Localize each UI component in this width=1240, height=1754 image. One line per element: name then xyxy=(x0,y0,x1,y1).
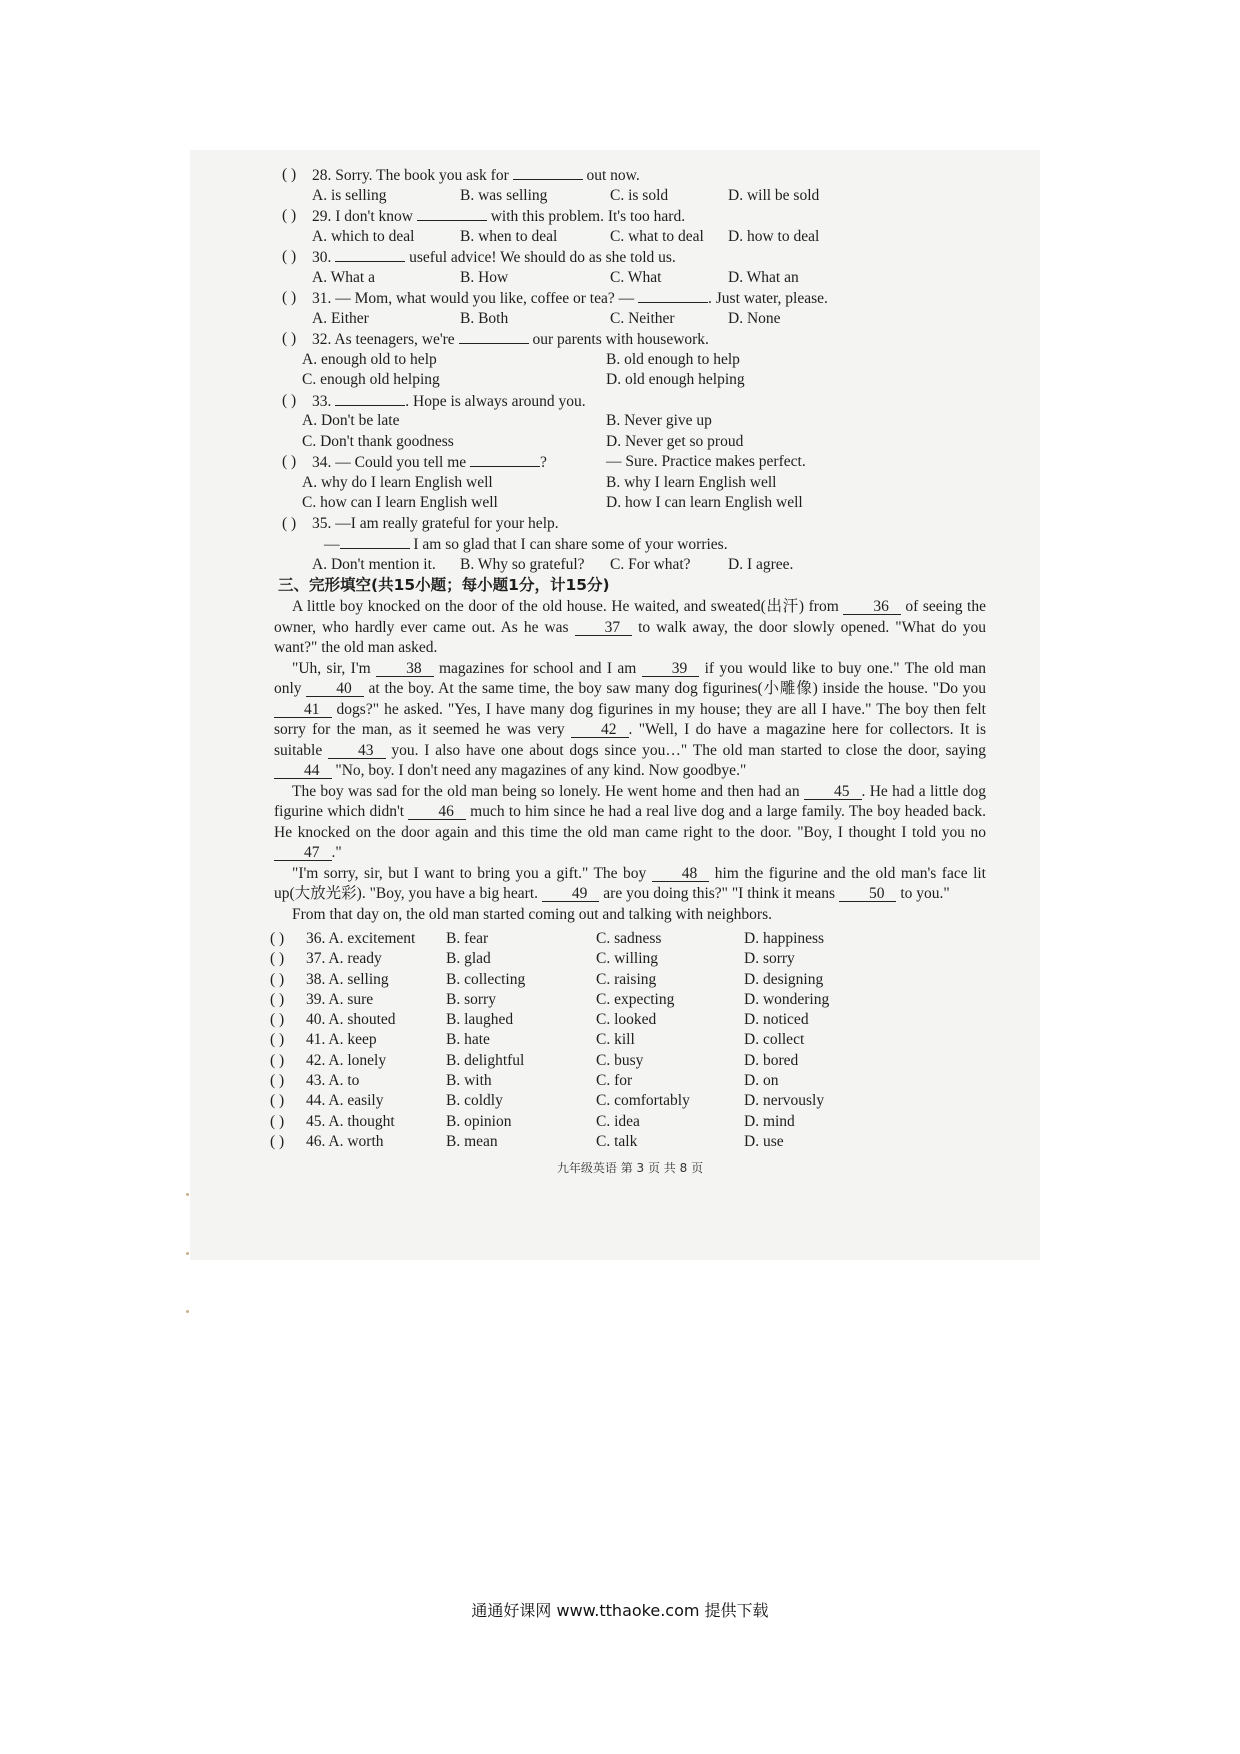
option-c: C. Neither xyxy=(610,309,675,327)
answer-blank xyxy=(513,165,583,180)
cloze-blank-43: 43 xyxy=(328,743,386,759)
answer-paren: ( ) xyxy=(270,930,285,947)
option-c: C. what to deal xyxy=(610,227,704,245)
option-b: B. sorry xyxy=(446,990,496,1008)
option-d: D. how to deal xyxy=(728,227,820,245)
answer-paren: ( ) xyxy=(282,289,297,306)
option-b: B. fear xyxy=(446,930,489,947)
passage-text: him the figurine and the old man's face lit up(大放光彩). "Boy, you have a big heart. xyxy=(274,864,986,902)
option-a: 45. A. thought xyxy=(306,1112,395,1130)
exam-page xyxy=(270,165,990,1179)
option-c: C. is sold xyxy=(610,186,669,204)
option-d: D. What an xyxy=(728,268,799,286)
option-c: C. willing xyxy=(596,950,659,968)
cloze-question-37 xyxy=(270,949,990,969)
option-c: C. Don't thank goodness xyxy=(302,432,454,450)
dash: — xyxy=(324,536,340,553)
answer-paren: ( ) xyxy=(270,1132,285,1150)
question-34 xyxy=(270,452,990,473)
page-number-footer: 九年级英语 第 3 页 共 8 页 xyxy=(556,1161,704,1176)
passage-text: . "Well, I do have a magazine here for collectors. It is suitable xyxy=(274,721,986,759)
option-d: D. noticed xyxy=(744,1011,809,1029)
passage-text: at the boy. At the same time, the boy saw many dog figurines(小雕像) inside the house. "Do you xyxy=(363,680,986,697)
question-number: 32. xyxy=(312,331,335,348)
cloze-blank-42: 42 xyxy=(571,722,629,738)
answer-paren: ( ) xyxy=(282,166,297,183)
question-number: 33. xyxy=(312,392,336,410)
passage-text: From that day on, the old man started coming out and talking with neighbors. xyxy=(292,905,772,923)
answer-blank xyxy=(470,452,540,467)
option-b: B. Never give up xyxy=(606,412,712,429)
question-number: 30. xyxy=(312,249,336,266)
answer-paren: ( ) xyxy=(270,1031,285,1049)
cloze-question-42 xyxy=(270,1051,990,1071)
option-d: D. old enough helping xyxy=(606,371,745,388)
option-c: C. idea xyxy=(596,1112,640,1130)
option-b: B. mean xyxy=(446,1132,498,1150)
cloze-blank-36: 36 xyxy=(843,599,901,615)
passage-text: much to him since he had a real live dog and a large family. The boy headed back. He knocked on the door again and this time the old man came right to the door. "Boy, I thought I told you no xyxy=(274,803,986,841)
option-b: B. old enough to help xyxy=(606,350,740,368)
passage-text: "Uh, sir, I'm xyxy=(292,659,377,677)
options-row xyxy=(270,227,990,248)
multiple-choice-block xyxy=(270,165,990,575)
option-a: 44. A. easily xyxy=(306,1092,384,1110)
cloze-question-43 xyxy=(270,1071,990,1091)
cloze-options-block xyxy=(270,929,990,1152)
passage-text: A little boy knocked on the door of the old house. He waited, and sweated(出汗) from xyxy=(292,598,844,615)
option-c: C. talk xyxy=(596,1132,638,1150)
answer-paren: ( ) xyxy=(282,514,297,532)
answer-paren: ( ) xyxy=(282,248,297,265)
cloze-blank-37: 37 xyxy=(575,620,633,636)
option-a: A. which to deal xyxy=(312,227,415,245)
answer-paren: ( ) xyxy=(270,990,285,1008)
cloze-blank-48: 48 xyxy=(652,866,710,882)
scan-speck xyxy=(186,1193,189,1196)
dialog-reply: — Sure. Practice makes perfect. xyxy=(606,453,806,470)
cloze-blank-50: 50 xyxy=(839,886,897,902)
question-stem xyxy=(312,329,709,351)
cloze-question-41 xyxy=(270,1030,990,1050)
passage-text: "I'm sorry, sir, but I want to bring you a gift." The boy xyxy=(292,864,652,882)
scan-speck xyxy=(186,1252,189,1255)
answer-blank xyxy=(340,534,410,549)
question-31 xyxy=(270,288,990,309)
option-b: B. How xyxy=(460,268,509,286)
cloze-blank-41: 41 xyxy=(274,702,332,718)
passage-paragraph xyxy=(274,864,986,905)
passage-text: you. I also have one about dogs since you…" The old man started to close the door, saying xyxy=(385,741,986,759)
answer-blank xyxy=(335,247,405,262)
question-stem xyxy=(312,206,685,228)
option-d: D. bored xyxy=(744,1051,799,1069)
cloze-question-45 xyxy=(270,1112,990,1132)
cloze-question-39 xyxy=(270,990,990,1010)
question-stem xyxy=(312,514,559,535)
options-row xyxy=(270,411,990,432)
option-a: 37. A. ready xyxy=(306,950,382,968)
options-row xyxy=(270,473,990,494)
option-d: D. designing xyxy=(744,970,824,988)
option-a: A. Don't be late xyxy=(302,412,400,429)
passage-text: The boy was sad for the old man being so lonely. He went home and then had an xyxy=(292,782,804,800)
answer-paren: ( ) xyxy=(270,1092,285,1110)
option-a: 39. A. sure xyxy=(306,990,374,1008)
option-a: A. is selling xyxy=(312,186,387,204)
question-number: 29. xyxy=(312,208,336,225)
option-d: D. I agree. xyxy=(728,555,794,573)
option-a: 36. A. excitement xyxy=(306,930,416,947)
question-line-2 xyxy=(270,534,990,555)
option-b: B. laughed xyxy=(446,1011,514,1029)
cloze-blank-47: 47 xyxy=(274,845,332,861)
cloze-passage xyxy=(270,597,990,925)
question-35 xyxy=(270,514,990,535)
answer-paren: ( ) xyxy=(282,207,297,224)
question-text-pre: — Could you tell me xyxy=(335,454,471,471)
option-c: C. enough old helping xyxy=(302,371,440,388)
option-a: 38. A. selling xyxy=(306,970,389,988)
question-28 xyxy=(270,165,990,186)
option-b: B. was selling xyxy=(460,186,548,204)
question-29 xyxy=(270,206,990,227)
option-b: B. hate xyxy=(446,1031,490,1049)
option-d: D. sorry xyxy=(744,950,795,968)
option-b: B. why I learn English well xyxy=(606,473,777,491)
option-a: 42. A. lonely xyxy=(306,1051,387,1069)
passage-paragraph xyxy=(274,905,986,926)
passage-text: to you." xyxy=(896,885,950,902)
option-b: B. with xyxy=(446,1072,492,1090)
passage-text: to walk away, the door slowly opened. "What do you want?" the old man asked. xyxy=(274,618,986,656)
scan-speck xyxy=(186,1310,189,1313)
option-a: 46. A. worth xyxy=(306,1132,384,1150)
question-text-post: useful advice! We should do as she told us. xyxy=(405,249,676,266)
option-b: B. glad xyxy=(446,950,491,968)
option-d: D. collect xyxy=(744,1031,805,1049)
answer-paren: ( ) xyxy=(282,391,297,409)
question-stem-2 xyxy=(324,534,728,556)
option-d: D. nervously xyxy=(744,1092,825,1110)
option-d: D. wondering xyxy=(744,990,830,1008)
answer-paren: ( ) xyxy=(270,950,285,968)
question-text-pre: — Mom, what would you like, coffee or tea? — xyxy=(335,290,638,307)
answer-paren: ( ) xyxy=(270,1051,285,1069)
option-a: A. What a xyxy=(312,268,375,286)
passage-paragraph xyxy=(274,782,986,864)
option-d: D. mind xyxy=(744,1112,795,1130)
option-d: D. will be sold xyxy=(728,186,820,204)
option-c: C. For what? xyxy=(610,555,691,573)
question-text-pre: I don't know xyxy=(335,208,417,225)
option-b: B. collecting xyxy=(446,970,526,988)
option-c: C. sadness xyxy=(596,930,662,947)
site-footer: 通通好课网 www.tthaoke.com 提供下载 xyxy=(471,1601,769,1620)
passage-paragraph xyxy=(274,597,986,659)
question-text-post: out now. xyxy=(582,167,640,184)
answer-blank xyxy=(417,206,487,221)
question-text-pre: Sorry. The book you ask for xyxy=(335,167,513,184)
options-row xyxy=(270,186,990,207)
question-stem xyxy=(312,165,640,187)
answer-paren: ( ) xyxy=(282,330,297,347)
option-a: A. enough old to help xyxy=(302,350,437,368)
option-a: 43. A. to xyxy=(306,1072,360,1090)
option-b: B. opinion xyxy=(446,1112,512,1130)
option-c: C. comfortably xyxy=(596,1092,690,1110)
option-d: D. use xyxy=(744,1132,784,1150)
option-a: A. Either xyxy=(312,309,369,327)
question-text-post: our parents with housework. xyxy=(528,331,709,348)
answer-paren: ( ) xyxy=(270,1011,285,1029)
answer-paren: ( ) xyxy=(282,453,297,470)
passage-text: dogs?" he asked. "Yes, I have many dog figurines in my house; they are all I have." The boy then felt sorry for the man, as it seemed he was very xyxy=(274,700,986,738)
option-b: B. Both xyxy=(460,309,509,327)
option-d: D. how I can learn English well xyxy=(606,494,803,511)
passage-text: "No, boy. I don't need any magazines of any kind. Now goodbye." xyxy=(331,762,747,779)
options-row xyxy=(270,493,990,514)
option-c: C. looked xyxy=(596,1011,657,1029)
answer-blank xyxy=(335,391,405,406)
option-a: A. Don't mention it. xyxy=(312,555,436,573)
question-stem xyxy=(312,452,547,474)
cloze-blank-38: 38 xyxy=(376,661,434,677)
options-row xyxy=(270,370,990,391)
question-text-post: . Hope is always around you. xyxy=(405,392,586,410)
options-row xyxy=(270,555,990,576)
option-d: D. happiness xyxy=(744,930,825,947)
option-d: D. None xyxy=(728,309,781,327)
option-c: C. kill xyxy=(596,1031,635,1049)
question-stem xyxy=(312,247,676,269)
option-c: C. how can I learn English well xyxy=(302,494,498,511)
option-c: C. busy xyxy=(596,1051,644,1069)
cloze-question-38 xyxy=(270,970,990,990)
question-text-line2: I am so glad that I can share some of your worries. xyxy=(409,536,728,553)
cloze-blank-44: 44 xyxy=(274,763,332,779)
cloze-question-46 xyxy=(270,1132,990,1152)
question-text-pre: —I am really grateful for your help. xyxy=(335,514,559,532)
question-33 xyxy=(270,391,990,412)
option-b: B. delightful xyxy=(446,1051,525,1069)
cloze-question-36 xyxy=(270,929,990,949)
question-32 xyxy=(270,329,990,350)
options-row xyxy=(270,432,990,453)
answer-blank xyxy=(459,329,529,344)
question-text-post: . Just water, please. xyxy=(708,290,828,307)
passage-text: are you doing this?" "I think it means xyxy=(599,885,839,902)
question-number: 28. xyxy=(312,167,336,184)
answer-paren: ( ) xyxy=(270,1072,285,1090)
option-a: A. why do I learn English well xyxy=(302,473,493,491)
cloze-blank-39: 39 xyxy=(642,661,700,677)
cloze-blank-49: 49 xyxy=(542,886,600,902)
passage-text: of seeing the owner, who hardly ever came out. As he was xyxy=(274,598,986,636)
options-row xyxy=(270,309,990,330)
option-b: B. coldly xyxy=(446,1092,503,1110)
option-b: B. Why so grateful? xyxy=(460,555,585,573)
option-c: C. for xyxy=(596,1072,633,1090)
option-c: C. raising xyxy=(596,970,657,988)
passage-text: magazines for school and I am xyxy=(433,659,642,677)
cloze-question-40 xyxy=(270,1010,990,1030)
question-text-post: with this problem. It's too hard. xyxy=(486,208,686,225)
question-30 xyxy=(270,247,990,268)
option-c: C. What xyxy=(610,268,662,286)
passage-paragraph xyxy=(274,659,986,782)
answer-paren: ( ) xyxy=(270,1112,285,1130)
passage-text: . He had a little dog figurine which didn't xyxy=(274,782,986,820)
question-number: 35. xyxy=(312,514,336,532)
cloze-blank-40: 40 xyxy=(306,681,364,697)
passage-text: if you would like to buy one." The old man only xyxy=(274,659,986,697)
options-row xyxy=(270,268,990,289)
cloze-blank-45: 45 xyxy=(804,784,862,800)
question-stem xyxy=(312,288,828,310)
question-text-post: ? xyxy=(540,454,547,471)
answer-paren: ( ) xyxy=(270,970,285,988)
passage-text: ." xyxy=(331,844,342,861)
options-row xyxy=(270,350,990,371)
option-d: D. Never get so proud xyxy=(606,432,744,450)
cloze-question-44 xyxy=(270,1091,990,1111)
option-b: B. when to deal xyxy=(460,227,558,245)
option-c: C. expecting xyxy=(596,990,675,1008)
section-3-title: 三、完形填空(共15小题；每小题1分，计15分) xyxy=(278,576,610,594)
option-a: 41. A. keep xyxy=(306,1031,377,1049)
cloze-blank-46: 46 xyxy=(408,804,466,820)
question-number: 31. xyxy=(312,290,336,307)
option-d: D. on xyxy=(744,1072,779,1090)
question-number: 34. xyxy=(312,454,336,471)
answer-blank xyxy=(638,288,708,303)
question-text-pre: As teenagers, we're xyxy=(334,331,459,348)
option-a: 40. A. shouted xyxy=(306,1011,396,1029)
question-stem xyxy=(312,391,586,413)
